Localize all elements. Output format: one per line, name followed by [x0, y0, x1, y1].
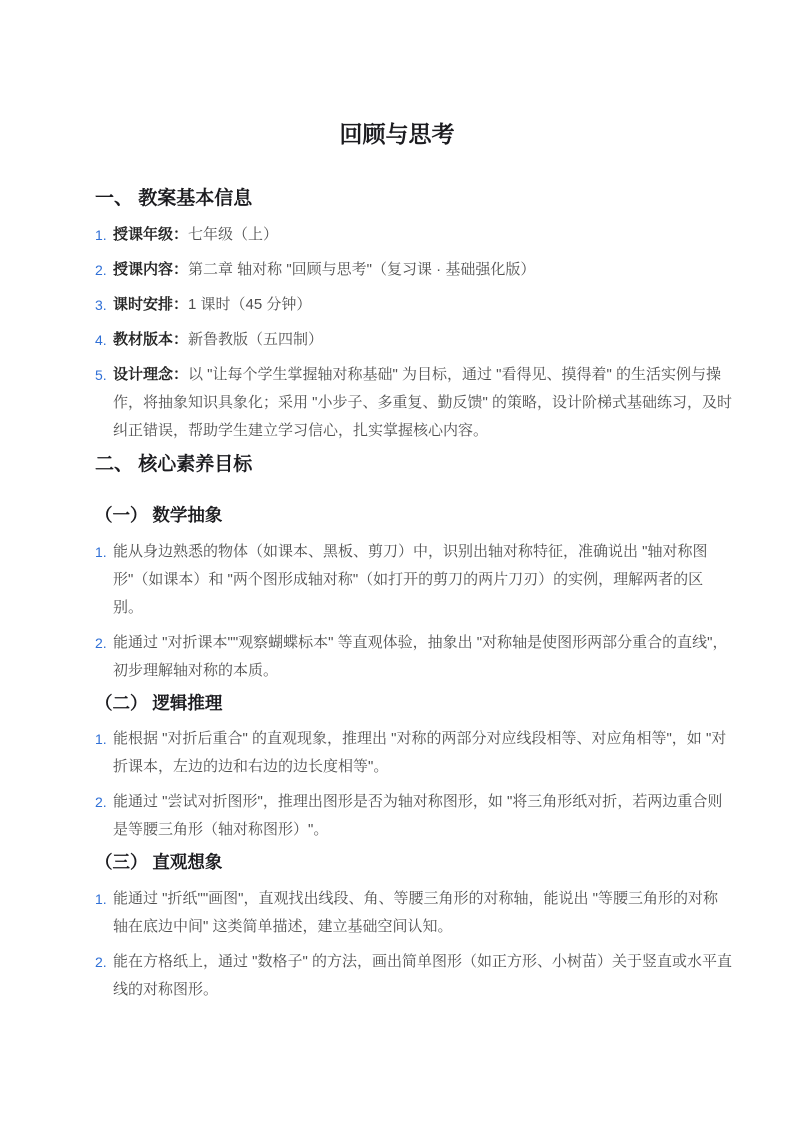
list-item-label: 授课内容：	[113, 261, 189, 279]
list-item-text: 能通过 "对折课本""观察蝴蝶标本" 等直观体验，抽象出 "对称轴是使图形两部分重合的直线"，初步理解轴对称的本质。	[113, 633, 728, 679]
list-item-text: 以 "让每个学生掌握轴对称基础" 为目标，通过 "看得见、摸得着" 的生活实例与操作，将抽象知识具象化；采用 "小步子、多重复、勤反馈" 的策略，设计阶梯式基础练习，及时纠正错误，帮助学生建立学习信心，扎实掌握核心内容。	[113, 366, 732, 440]
list-item	[95, 629, 732, 685]
list-item	[95, 326, 732, 354]
list-item	[95, 256, 732, 284]
visual-imagination-list	[95, 885, 732, 1004]
list-item	[95, 885, 732, 941]
list-item-text: 能从身边熟悉的物体（如课本、黑板、剪刀）中，识别出轴对称特征，准确说出 "轴对称图形"（如课本）和 "两个图形成轴对称"（如打开的剪刀的两片刀刃）的实例，理解两者的区别。	[113, 542, 708, 616]
list-item-text: 能通过 "尝试对折图形"，推理出图形是否为轴对称图形，如 "将三角形纸对折，若两边重合则是等腰三角形（轴对称图形）"。	[113, 793, 723, 839]
list-item	[95, 361, 732, 445]
list-item-text: 1 课时（45 分钟）	[188, 296, 312, 314]
list-item-number: 4.	[95, 332, 107, 349]
list-item-number: 2.	[95, 262, 107, 279]
subsection-visual-imagination-heading: （三） 直观想象	[95, 852, 223, 873]
document-content	[0, 186, 794, 1004]
list-item-body	[113, 361, 732, 445]
list-item-label: 课时安排：	[113, 296, 189, 314]
section-basic-info-heading: 一、 教案基本信息	[95, 187, 253, 209]
list-item	[95, 221, 732, 249]
list-item	[95, 788, 732, 844]
list-item-number: 3.	[95, 297, 107, 314]
list-item-number: 1.	[95, 227, 107, 244]
list-item-number: 2.	[95, 794, 107, 811]
list-item	[95, 725, 732, 781]
list-item-text: 能根据 "对折后重合" 的直观现象，推理出 "对称的两部分对应线段相等、对应角相等"，如 "对折课本，左边的边和右边的边长度相等"。	[113, 730, 727, 776]
list-item	[95, 948, 732, 1004]
list-item-body	[113, 291, 732, 319]
math-abstraction-list	[95, 538, 732, 685]
list-item-label: 教材版本：	[113, 331, 189, 349]
list-item-number: 2.	[95, 634, 107, 651]
list-item	[95, 538, 732, 622]
list-item-number: 1.	[95, 890, 107, 907]
list-item-label: 授课年级：	[113, 226, 189, 244]
list-item-body	[113, 256, 732, 284]
logical-reasoning-list	[95, 725, 732, 844]
list-item-text: 能在方格纸上，通过 "数格子" 的方法，画出简单图形（如正方形、小树苗）关于竖直或水平直线的对称图形。	[113, 952, 732, 998]
list-item-body	[113, 221, 732, 249]
basic-info-list	[95, 221, 732, 445]
list-item-label: 设计理念：	[113, 366, 189, 384]
list-item-body	[113, 326, 732, 354]
list-item-number: 2.	[95, 953, 107, 970]
document-title: 回顾与思考	[339, 121, 455, 147]
list-item-number: 5.	[95, 367, 107, 384]
subsection-math-abstraction-heading: （一） 数学抽象	[95, 504, 223, 525]
list-item	[95, 291, 732, 319]
list-item-text: 能通过 "折纸""画图"，直观找出线段、角、等腰三角形的对称轴，能说出 "等腰三角形的对称轴在底边中间" 这类简单描述，建立基础空间认知。	[113, 889, 718, 935]
list-item-text: 第二章 轴对称 "回顾与思考"（复习课 · 基础强化版）	[188, 261, 536, 279]
list-item-number: 1.	[95, 543, 107, 560]
subsection-logical-reasoning-heading: （二） 逻辑推理	[95, 692, 223, 713]
list-item-number: 1.	[95, 731, 107, 748]
list-item-text: 七年级（上）	[188, 226, 279, 244]
list-item-text: 新鲁教版（五四制）	[188, 331, 324, 349]
section-core-goals-heading: 二、 核心素养目标	[95, 454, 253, 476]
